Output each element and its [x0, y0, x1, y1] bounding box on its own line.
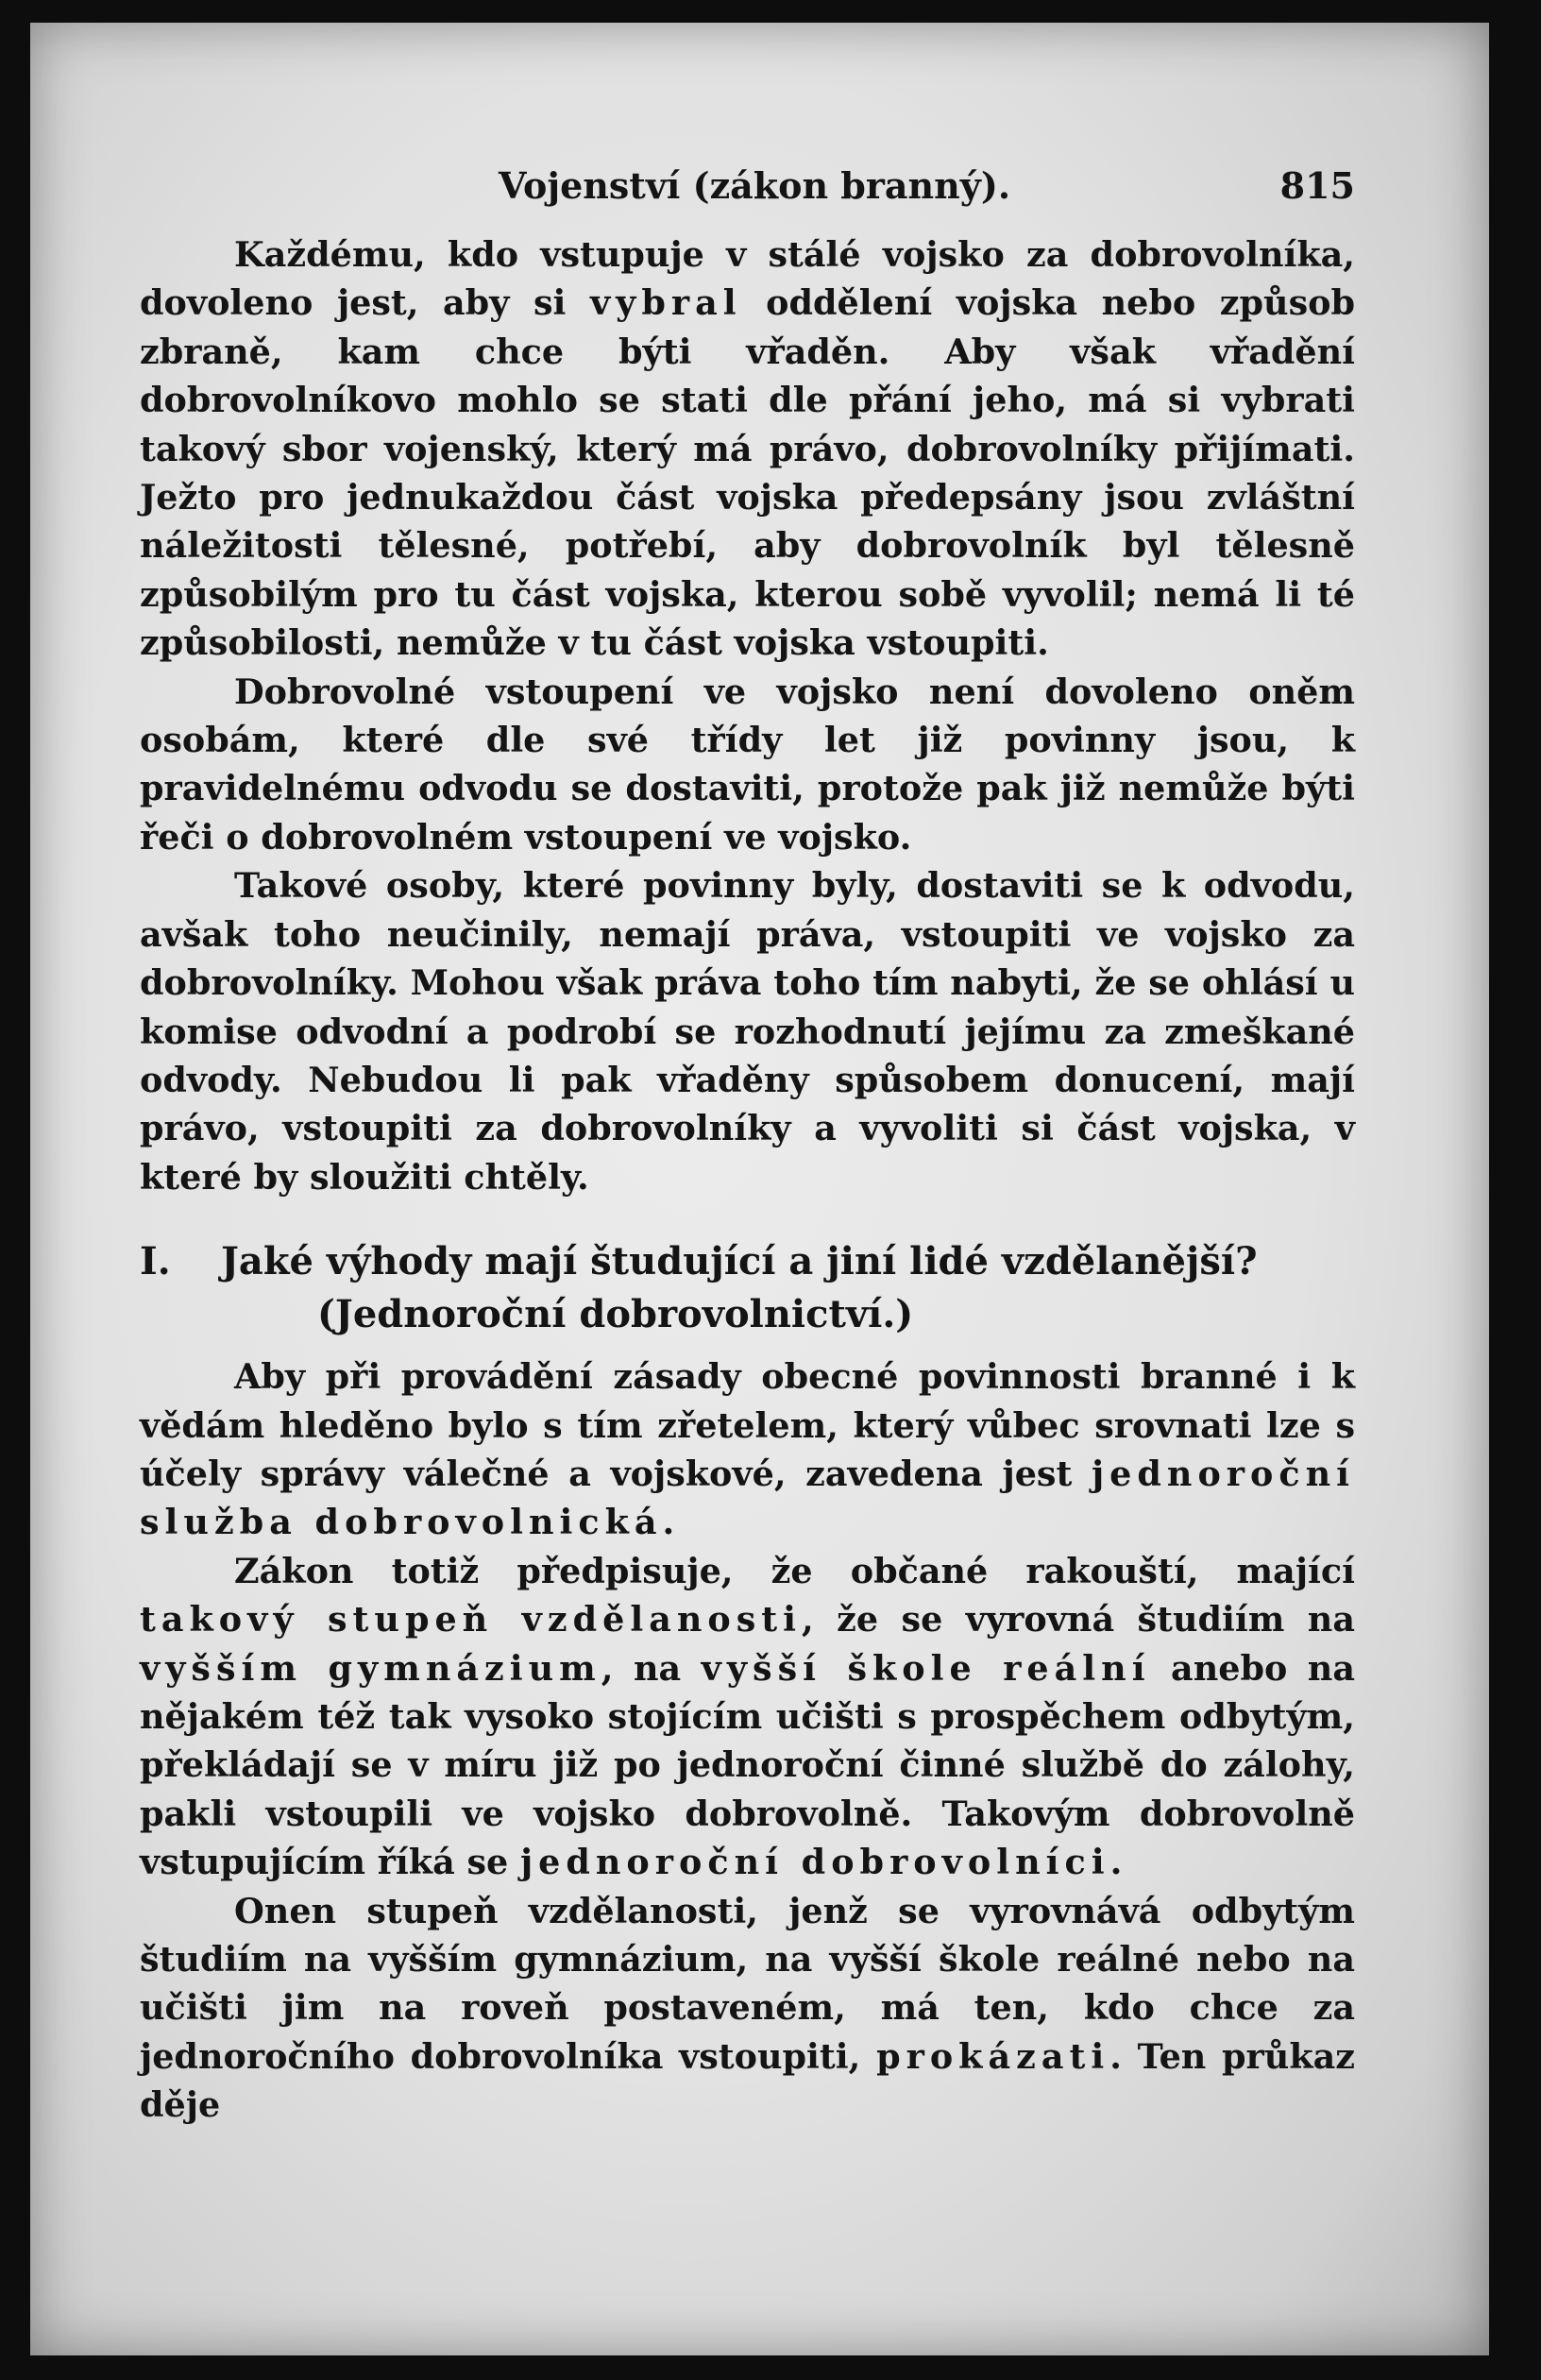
emphasis: takový stupeň vzdělanosti: [140, 1599, 803, 1640]
paragraph: Onen stupeň vzdělanosti, jenž se vyrovnává odbytým študiím na vyšším gymnázium, na vyšší škole reálné nebo na učišti jim na roveň postaveném, má ten, kdo chce za jednoročního dobrovolníka vstoupiti, prokázati. Ten průkaz děje: [140, 1890, 1355, 2126]
emphasis: vybral: [589, 282, 742, 324]
text-block: [140, 162, 1355, 2130]
paragraph: Dobrovolné vstoupení ve vojsko není dovoleno oněm osobám, které dle své třídy let již povinny jsou, k pravidelnému odvodu se dostaviti, protože pak již nemůže býti řeči o dobrovolném vstoupení ve vojsko.: [140, 671, 1355, 858]
emphasis: jednoroční dobrovolníci: [519, 1842, 1110, 1883]
emphasis: vyšší škole reální: [701, 1647, 1151, 1689]
running-head: [140, 162, 1355, 219]
paragraph: Aby při provádění zásady obecné povinnosti branné i k vědám hleděno bylo s tím zřetelem, který vůbec srovnati lze s účely správy válečné a vojskové, zavedena jest jednoroční služba dobrovolnická.: [140, 1356, 1355, 1543]
section-title-line1: Jaké výhody mají študující a jiní lidé vzdělanější?: [221, 1239, 1258, 1284]
section-heading: [140, 1235, 1355, 1341]
section-number: I.: [140, 1239, 171, 1284]
emphasis: vyšším gymnázium: [140, 1647, 601, 1689]
paragraph: Zákon totiž předpisuje, že občané rakouští, mající takový stupeň vzdělanosti, že se vyrovná študiím na vyšším gymnázium, na vyšší škole reální anebo na nějakém též tak vysoko stojícím učišti s prospěchem odbytým, překládají se v míru již po jednoroční činné službě do zálohy, pakli vstoupili ve vojsko dobrovolně. Takovým dobrovolně vstupujícím říká se jednoroční dobrovolníci.: [140, 1550, 1355, 1883]
running-title: Vojenství (zákon branný).: [499, 164, 1011, 207]
section-title-line2: (Jednoroční dobrovolnictví.): [317, 1292, 914, 1337]
emphasis: jednoroční služba dobrovolnická: [140, 1453, 1355, 1543]
paragraph: Každému, kdo vstupuje v stálé vojsko za dobrovolníka, dovoleno jest, aby si vybral oddělení vojska nebo způsob zbraně, kam chce býti vřaděn. Aby však vřadění dobrovolníkovo mohlo se stati dle přání jeho, má si vybrati takový sbor vojenský, který má právo, dobrovolníky přijímati. Ježto pro jednukaždou část vojska předepsány jsou zvláštní náležitosti tělesné, potřebí, aby dobrovolník byl tělesně způsobilým pro tu část vojska, kterou sobě vyvolil; nemá li té způsobilosti, nemůže v tu část vojska vstoupiti.: [140, 234, 1356, 664]
emphasis: prokázati: [876, 2035, 1110, 2077]
paragraph: Takové osoby, které povinny byly, dostaviti se k odvodu, avšak toho neučinily, nemají práva, vstoupiti ve vojsko za dobrovolníky. Mohou však práva toho tím nabyti, že se ohlásí u komise odvodní a podrobí se rozhodnutí jejímu za zmeškané odvody. Nebudou li pak vřaděny spůsobem donucení, mají právo, vstoupiti za dobrovolníky a vyvoliti si část vojska, v které by sloužiti chtěly.: [140, 865, 1355, 1198]
book-page: [30, 23, 1489, 2355]
page-number: 815: [1279, 164, 1355, 207]
